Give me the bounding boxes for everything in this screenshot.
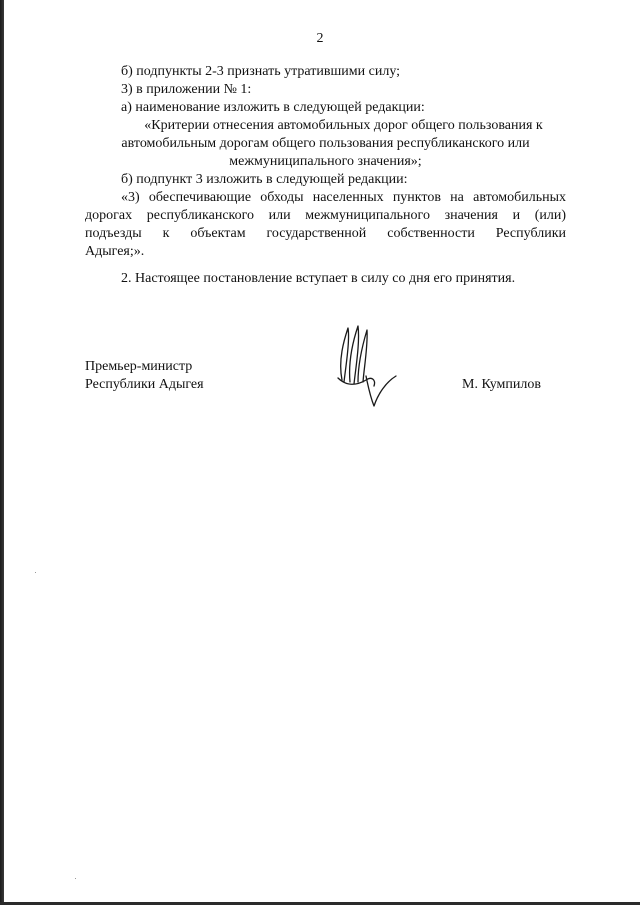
paragraph-line: дорогах республиканского или межмуниципального значения и (или) [85,208,566,223]
justified-paragraph [85,189,566,243]
paragraph-line: а) наименование изложить в следующей редакции: [121,100,425,115]
scan-left-edge [0,0,4,905]
quoted-title-line: автомобильным дорогам общего пользования республиканского или [121,136,530,151]
signatory-name: М. Кумпилов [462,377,541,392]
quoted-title-line: межмуниципального значения»; [229,154,422,169]
handwritten-signature [330,320,400,410]
paragraph-line: подъезды к объектам государственной собственности Республики [85,226,566,241]
scan-speck [35,572,36,573]
quoted-title-line: «Критерии отнесения автомобильных дорог общего пользования к [144,118,543,133]
paragraph-line: «3) обеспечивающие обходы населенных пунктов на автомобильных [121,190,566,205]
paragraph-line: Адыгея;». [85,244,145,259]
signatory-title [85,358,204,394]
paragraph-line: б) подпункты 2-3 признать утратившими силу; [121,64,401,79]
signatory-title-line1: Премьер-министр [85,359,193,374]
paragraph-line: б) подпункт 3 изложить в следующей редакции: [121,172,408,187]
page-number: 2 [316,31,324,46]
scan-speck [75,878,76,879]
paragraph-line: 3) в приложении № 1: [121,82,252,97]
closing-paragraph: 2. Настоящее постановление вступает в силу со дня его принятия. [121,271,516,286]
signatory-title-line2: Республики Адыгея [85,377,204,392]
